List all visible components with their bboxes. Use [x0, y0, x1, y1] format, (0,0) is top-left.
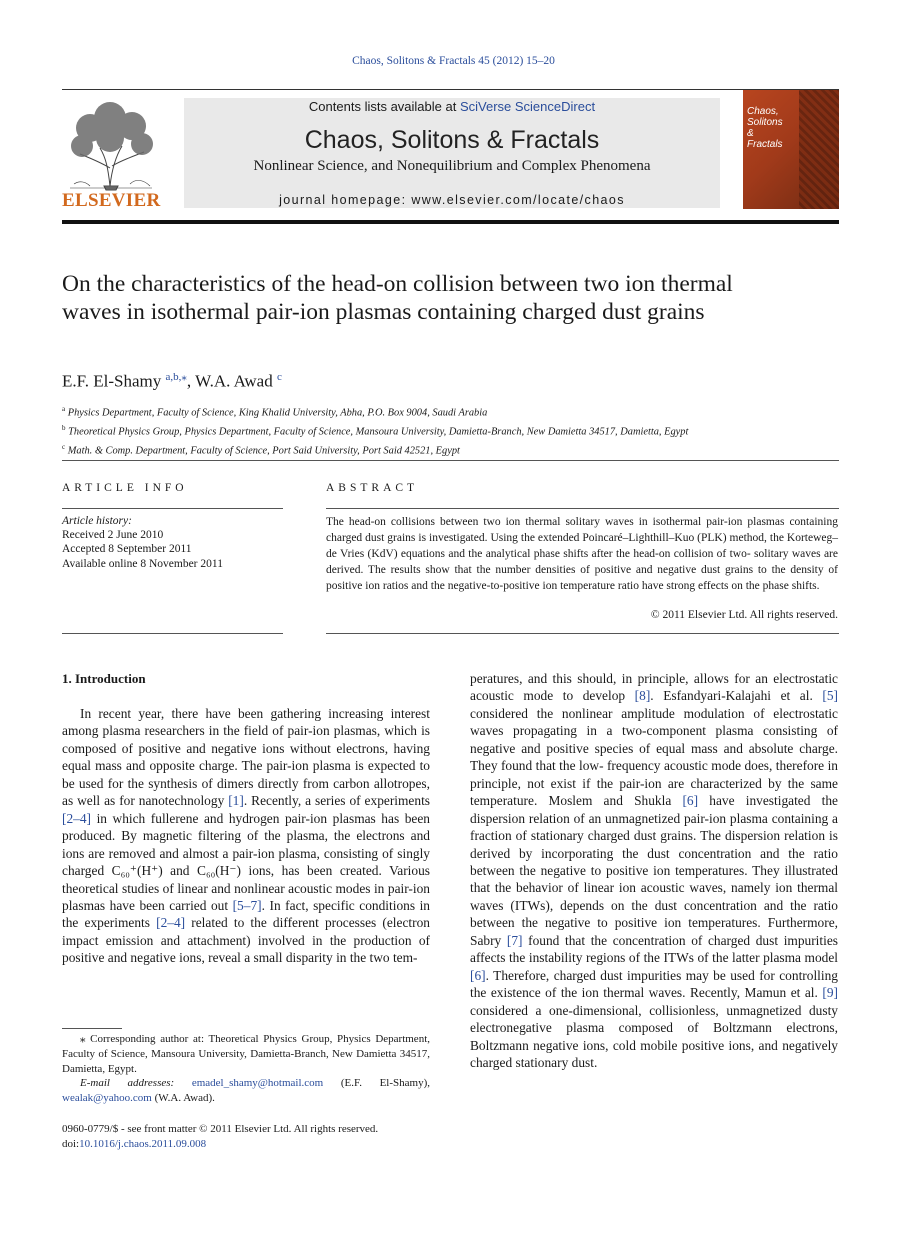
intro-r-text-2: . Esfandyari-Kalajahi et al. — [650, 688, 823, 704]
author-1: E.F. El-Shamy — [62, 371, 162, 391]
affiliation-b — [62, 421, 688, 440]
intro-r-text-5: found that the concentration of charged dust impurities affects the instability regions of the ITWs of the latter plasma model — [470, 932, 838, 966]
abstract-rule-bottom — [326, 633, 839, 634]
doi-link[interactable]: 10.1016/j.chaos.2011.09.008 — [79, 1137, 207, 1150]
history-label: Article history: — [62, 515, 132, 527]
intro-r-text-6: . Therefore, charged dust impurities may be used for controlling the existence of the ion thermal waves. Recently, Mamun et al. — [470, 967, 838, 1001]
email-owner-2: (W.A. Awad). — [151, 1092, 215, 1105]
ref-6-b[interactable]: [6] — [470, 967, 486, 983]
doi-line — [62, 1137, 378, 1152]
author-2: W.A. Awad — [195, 371, 273, 391]
ion-c60-negative: C₆₀(H⁻) — [197, 863, 241, 879]
journal-title: Chaos, Solitons & Fractals — [304, 126, 600, 154]
email-note — [62, 1076, 430, 1106]
ref-6[interactable]: [6] — [682, 793, 699, 809]
affil-c-sup: c — [62, 442, 66, 451]
front-matter-line: 0960-0779/$ - see front matter © 2011 Elsevier Ltd. All rights reserved. — [62, 1123, 379, 1135]
abstract-heading: ABSTRACT — [326, 482, 419, 494]
abstract-text: The head-on collisions between two ion thermal solitary waves in isothermal pair-ion plasmas containing charged dust grains is investigated. Using the extended Poincaré–Lighthill–Kuo (PLK) method, the Korteweg–de Vries (KdV) equations and the analytical phase shifts after the head-on collision of two- solitary waves are derived. The results show that the number densities of positive and negative dust grains to the density of positive ion ratios and the negative-to-positive ion temperature ratio have strong effects on the phase shifts. — [326, 516, 838, 592]
intro-l-text-3: in which fullerene and hydrogen pair-ion plasmas has been produced. By magnetic filtering of the plasma, the electrons and ions are removed and almost a pair-ion plasma, consisting of singly charged — [62, 810, 430, 879]
abstract-rule-top — [326, 508, 839, 509]
ref-2-4-b[interactable]: [2–4] — [156, 915, 186, 931]
ref-8[interactable]: [8] — [634, 688, 651, 704]
cover-title: Chaos, Solitons & Fractals — [747, 106, 783, 150]
footnote-rule — [62, 1028, 122, 1029]
accepted-date: Accepted 8 September 2011 — [62, 543, 192, 556]
sciencedirect-link[interactable]: SciVerse ScienceDirect — [459, 99, 596, 114]
affil-b-sup: b — [62, 423, 66, 432]
journal-subtitle: Nonlinear Science, and Nonequilibrium and Complex Phenomena — [253, 158, 651, 174]
intro-r-text-1: peratures, and this should, in principle, allows for an electrostatic acoustic mode to develop — [470, 671, 838, 704]
corresponding-author-note — [62, 1032, 430, 1076]
intro-l-text-7: related to the different processes (electron impact emission and attachment) involved in the production of positive and negative ions, reveal a small disparity in the two tem- — [62, 915, 430, 966]
intro-l-text-5: ions, has been created. Various theoretical studies of linear and nonlinear acoustic modes in pair-ion plasmas have been carried out — [62, 863, 431, 913]
article-info-heading: ARTICLE INFO — [62, 482, 188, 494]
affiliations — [62, 402, 688, 459]
abstract-copyright: © 2011 Elsevier Ltd. All rights reserved. — [650, 609, 838, 621]
intro-l-text-6: . In fact, specific conditions in the experiments — [62, 897, 430, 931]
cover-texture — [799, 90, 839, 209]
header-rule-thick — [62, 220, 839, 224]
info-rule-top — [62, 508, 283, 509]
affil-a-sup: a — [62, 405, 66, 413]
elsevier-wordmark: ELSEVIER — [62, 190, 161, 211]
online-date: Available online 8 November 2011 — [62, 557, 223, 570]
journal-homepage[interactable]: journal homepage: www.elsevier.com/locate/chaos — [279, 193, 625, 207]
article-title: On the characteristics of the head-on collision between two ion thermal waves in isothermal pair-ion plasmas containing charged dust grains — [62, 271, 733, 325]
intro-l-text-2: . Recently, a series of experiments — [243, 793, 430, 809]
info-rule-bottom — [62, 633, 283, 634]
introduction-heading: 1. Introduction — [62, 671, 146, 686]
email-owner-1: (E.F. El-Shamy), — [323, 1077, 430, 1090]
ref-5-7[interactable]: [5–7] — [232, 897, 262, 913]
issn-block — [62, 1122, 378, 1152]
intro-paragraph-1 — [62, 705, 430, 967]
intro-left-column — [62, 705, 430, 967]
ref-5[interactable]: [5] — [822, 688, 838, 704]
affiliation-c — [62, 440, 688, 459]
affil-c-text: Math. & Comp. Department, Faculty of Science, Port Said University, Port Said 42521, Egypt — [67, 445, 460, 457]
ref-1[interactable]: [1] — [228, 793, 244, 809]
header-rule-top — [62, 89, 839, 90]
affil-b-text: Theoretical Physics Group, Physics Department, Faculty of Science, Mansoura University, Damietta-Branch, New Damietta 34517, Damietta, Egypt — [68, 426, 689, 438]
article-history — [62, 514, 223, 571]
ref-9[interactable]: [9] — [822, 985, 838, 1001]
email-link-1[interactable]: emadel_shamy@hotmail.com — [191, 1077, 324, 1090]
ref-7[interactable]: [7] — [506, 932, 523, 948]
journal-citation[interactable]: Chaos, Solitons & Fractals 45 (2012) 15–20 — [352, 55, 555, 67]
intro-right-column — [470, 670, 838, 1071]
intro-r-text-4: have investigated the dispersion relation of an unmagnetized pair-ion plasma containing a fraction of stationary charged dust grains. The dispersion relation is derived by incorporating the dust concentration and the ratio between the negative to positive ion temperatures. They illustrated that the behavior of linear ion acoustic waves, namely ion thermal waves (ITWs), depends on the dust concentration and the ratio between the negative to positive ion temperatures. Furthermore, Sabry — [470, 793, 838, 948]
affiliation-a — [62, 402, 688, 421]
affil-a-text: Physics Department, Faculty of Science, King Khalid University, Abha, P.O. Box 9004, Saudi Arabia — [67, 407, 488, 419]
corresponding-text: Corresponding author at: Theoretical Physics Group, Physics Department, Faculty of Science, Mansoura University, Damietta-Branch, New Damietta 34517, Damietta, Egypt. — [62, 1033, 430, 1075]
affil-rule — [62, 460, 839, 461]
author-list — [62, 370, 282, 392]
contents-prefix: Contents lists available at — [308, 99, 460, 114]
journal-cover-image — [743, 90, 839, 209]
author-2-affil[interactable]: c — [276, 371, 282, 383]
author-1-affil[interactable]: a,b,⁎ — [165, 371, 187, 383]
email-link-2[interactable]: wealak@yahoo.com — [62, 1092, 152, 1105]
doi-label: doi: — [62, 1137, 80, 1150]
intro-r-text-7: considered a one-dimensional, collisionless, unmagnetized dusty electronegative plasma composed of Boltzmann electrons, Boltzmann negative ions, cold mobile positive ions, and negatively charged stationary dust. — [470, 1002, 838, 1070]
footnote-star: ⁎ — [80, 1033, 86, 1045]
intro-paragraph-2 — [470, 670, 838, 1071]
contents-line — [184, 99, 720, 114]
intro-l-text-4: and — [162, 863, 198, 879]
ion-c60-positive: C₆₀⁺(H⁺) — [111, 863, 163, 879]
ref-2-4[interactable]: [2–4] — [62, 810, 92, 826]
intro-l-text-1: In recent year, there have been gathering increasing interest among plasma researchers in the field of pair-ion plasmas, which is composed of positive and negative ions without electrons, having equal mass and opposite charge. The pair-ion plasma is expected to be used for the synthesis of dimers directly from carbon allotropes, as well as for nanotechnology — [62, 706, 430, 809]
footnote — [62, 1032, 430, 1106]
received-date: Received 2 June 2010 — [62, 529, 164, 542]
email-label: E-mail addresses: — [80, 1077, 175, 1090]
author-separator: , — [186, 371, 196, 391]
intro-r-text-3: considered the nonlinear amplitude modulation of electrostatic waves propagating in a two-component plasma consisting of negative and positive species of equal mass and absolute charge. They found that the low- frequency acoustic mode does, therefore in principle, not exist if the pair-ion are characterized by the same temperature. Moslem and Shukla — [470, 705, 838, 809]
